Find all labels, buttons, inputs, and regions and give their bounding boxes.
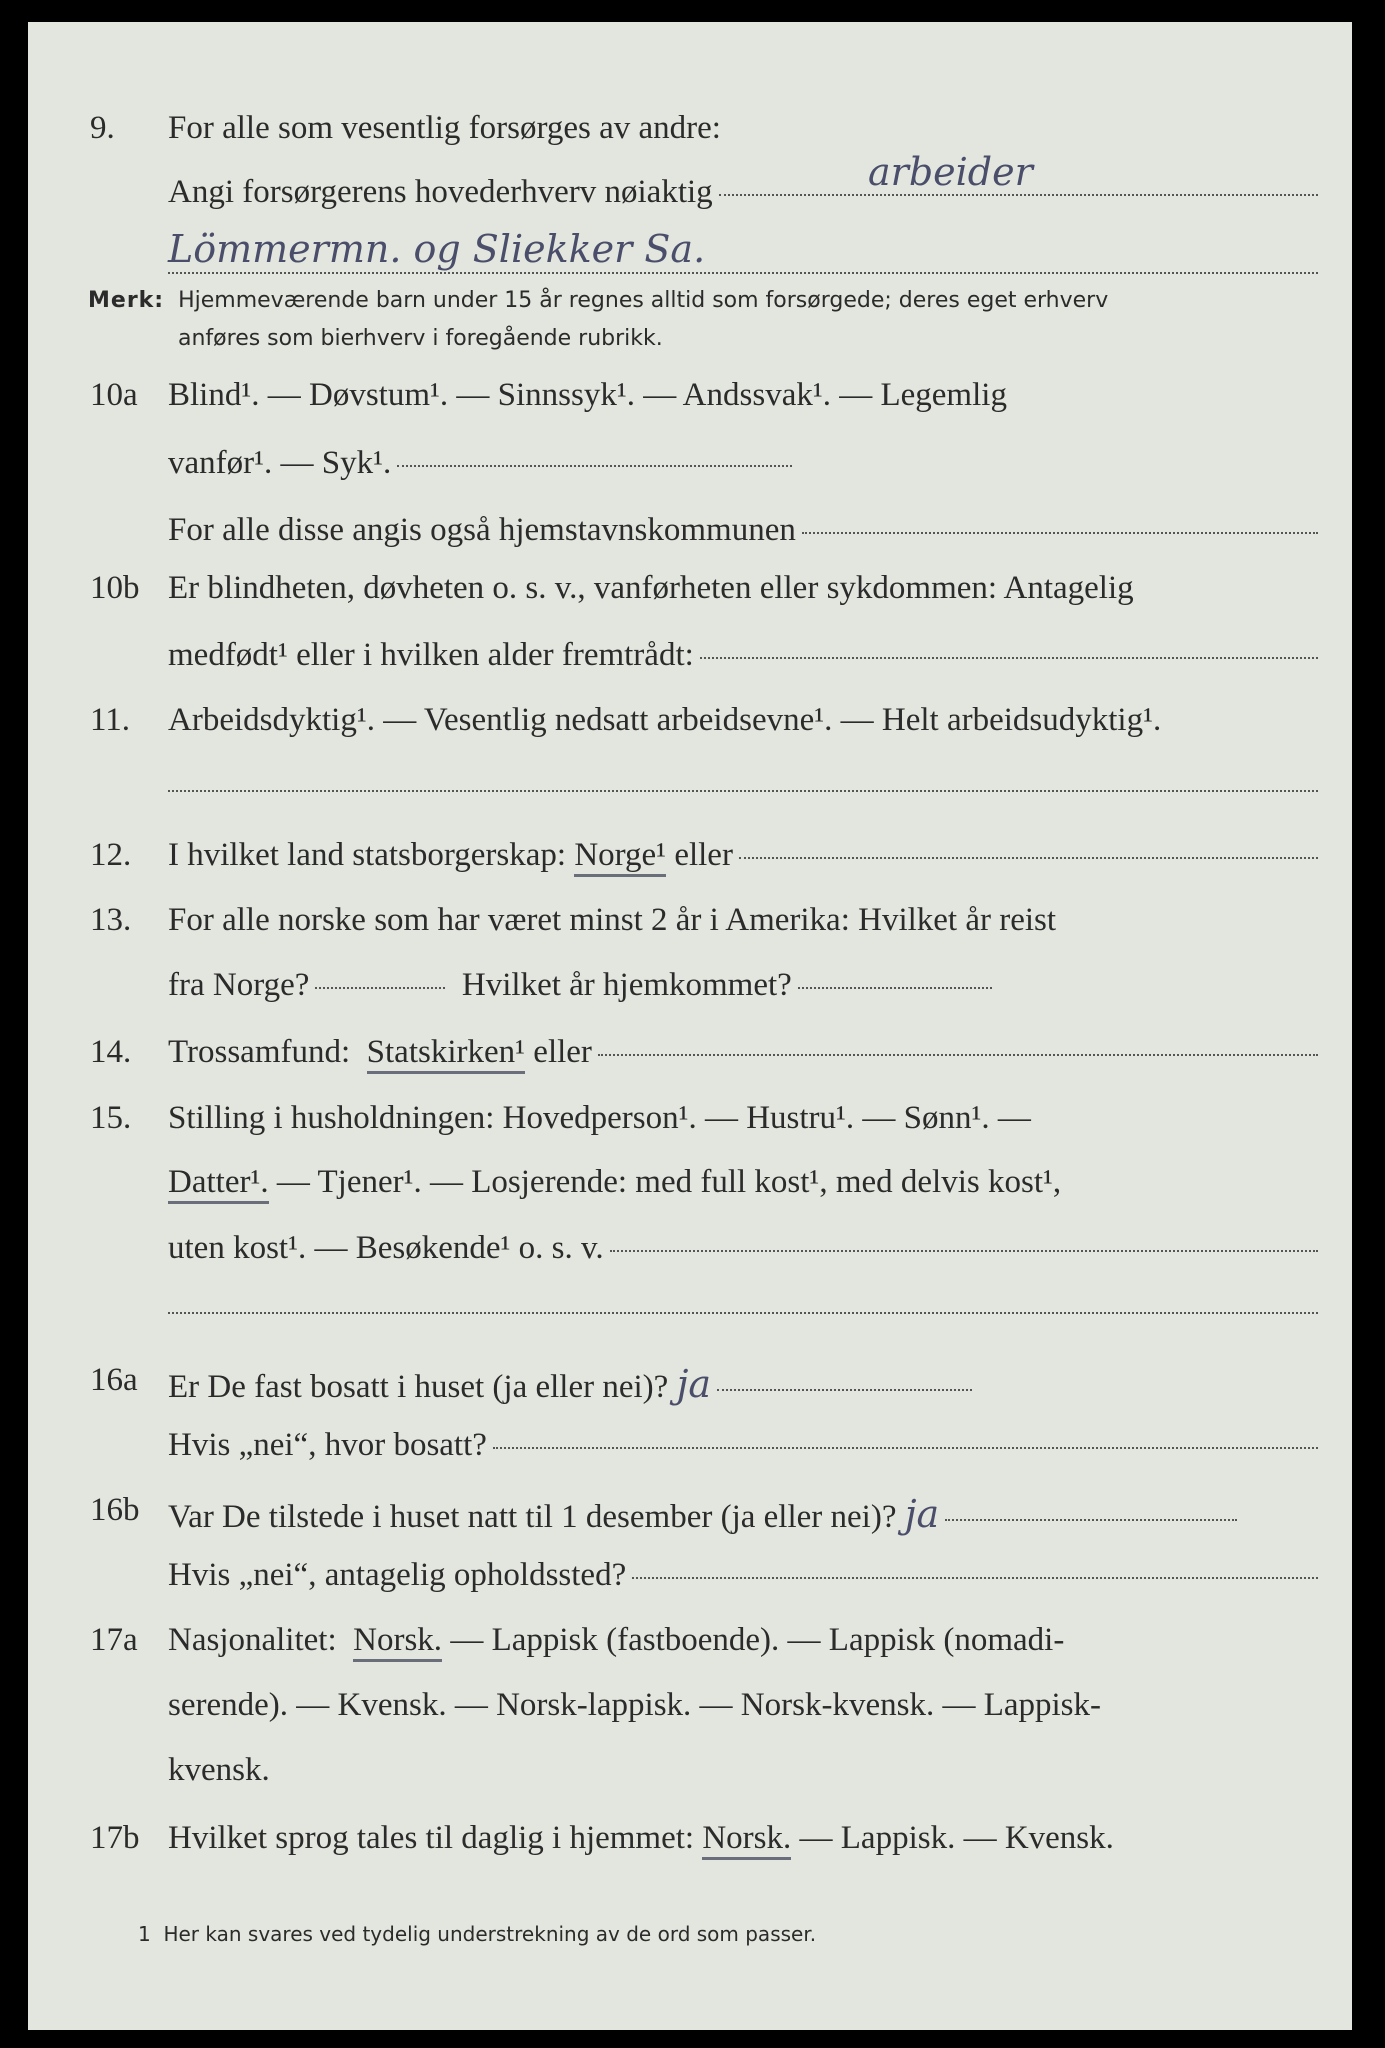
underlined-answer: Statskirken¹ bbox=[367, 1034, 525, 1074]
fill-line bbox=[610, 1250, 1318, 1252]
question-text: Er blindheten, døvheten o. s. v., vanførheten eller sykdommen: Antagelig bbox=[168, 570, 1134, 606]
question-text: Blind¹. — Døvstum¹. — Sinnssyk¹. — Andssvak¹. — Legemlig bbox=[168, 377, 1007, 413]
question-text: Angi forsørgerens hovederhverv nøiaktig bbox=[168, 174, 713, 210]
question-text: For alle disse angis også hjemstavnskommunen bbox=[168, 512, 796, 548]
question-text-line bbox=[168, 1034, 1318, 1074]
question-number: 10b bbox=[90, 570, 140, 606]
question-number: 14. bbox=[90, 1034, 132, 1070]
fill-line bbox=[598, 1054, 1318, 1056]
question-text: eller bbox=[533, 1034, 592, 1070]
fill-line bbox=[397, 465, 792, 467]
underlined-answer: Norge¹ bbox=[574, 837, 666, 877]
question-text: uten kost¹. — Besøkende¹ o. s. v. bbox=[168, 1230, 604, 1266]
question-text: Stilling i husholdningen: Hovedperson¹. — Hustru¹. — Sønn¹. — bbox=[168, 1100, 1031, 1136]
question-text-line bbox=[168, 1427, 1318, 1464]
fill-line bbox=[945, 1519, 1237, 1521]
fill-line bbox=[798, 987, 992, 989]
census-form-page bbox=[28, 22, 1352, 2030]
question-text: vanfør¹. — Syk¹. bbox=[168, 445, 392, 481]
note-label: Merk: bbox=[88, 288, 165, 313]
question-text: For alle norske som har været minst 2 år i Amerika: Hvilket år reist bbox=[168, 902, 1057, 938]
fill-line bbox=[168, 790, 1318, 792]
question-number: 10a bbox=[90, 377, 138, 413]
question-text: Hvilket år hjemkommet? bbox=[461, 967, 792, 1003]
question-number: 16a bbox=[90, 1362, 138, 1398]
question-number: 12. bbox=[90, 837, 132, 873]
question-text-line bbox=[168, 174, 1318, 211]
underlined-answer: Datter¹. bbox=[168, 1164, 269, 1204]
fill-line bbox=[717, 1389, 972, 1391]
handwritten-answer: Lömmermn. og Sliekker Sa. bbox=[168, 227, 706, 271]
question-text: Er De fast bosatt i huset (ja eller nei)? bbox=[168, 1369, 669, 1405]
question-text-line bbox=[168, 512, 1318, 549]
question-text-line bbox=[168, 1362, 972, 1406]
fill-line bbox=[739, 857, 1318, 859]
question-text: Nasjonalitet: bbox=[168, 1622, 337, 1658]
question-text: Hvis „nei“, hvor bosatt? bbox=[168, 1427, 487, 1463]
handwritten-occupation: arbeider bbox=[868, 150, 1033, 194]
fill-line bbox=[632, 1577, 1318, 1579]
question-number: 17a bbox=[90, 1622, 138, 1658]
question-number: 17b bbox=[90, 1820, 140, 1856]
question-number: 15. bbox=[90, 1100, 132, 1136]
footnote-mark: 1 bbox=[138, 1922, 151, 1946]
question-text: — Lappisk (fastboende). — Lappisk (nomadi- bbox=[450, 1622, 1065, 1658]
question-text: eller bbox=[674, 837, 733, 873]
fill-line bbox=[168, 272, 1318, 274]
question-text-line bbox=[168, 1820, 1318, 1860]
fill-line bbox=[700, 657, 1318, 659]
question-text: For alle som vesentlig forsørges av andre: bbox=[168, 110, 721, 146]
question-text: Arbeidsdyktig¹. — Vesentlig nedsatt arbeidsevne¹. — Helt arbeidsudyktig¹. bbox=[168, 702, 1162, 738]
fill-line bbox=[802, 532, 1318, 534]
fill-line bbox=[315, 987, 445, 989]
note-text: Hjemmeværende barn under 15 år regnes alltid som forsørgede; deres eget erhverv bbox=[178, 288, 1109, 313]
question-text: Var De tilstede i huset natt til 1 desember (ja eller nei)? bbox=[168, 1499, 897, 1535]
question-text-line bbox=[168, 967, 992, 1004]
handwritten-answer: ja bbox=[904, 1492, 940, 1536]
note-block bbox=[88, 282, 1318, 358]
question-text-line bbox=[168, 1557, 1318, 1594]
footnote bbox=[138, 1922, 816, 1946]
question-number: 11. bbox=[90, 702, 131, 738]
question-text-line bbox=[168, 1230, 1318, 1267]
fill-line bbox=[493, 1447, 1318, 1449]
question-text-line bbox=[168, 1164, 1318, 1204]
question-text-line bbox=[168, 837, 1318, 877]
question-text: Trossamfund: bbox=[168, 1034, 351, 1070]
question-number: 13. bbox=[90, 902, 132, 938]
question-text-line bbox=[168, 1622, 1318, 1662]
underlined-answer: Norsk. bbox=[702, 1820, 791, 1860]
question-text: fra Norge? bbox=[168, 967, 310, 1003]
question-text: medfødt¹ eller i hvilken alder fremtrådt: bbox=[168, 637, 694, 673]
question-text-line bbox=[168, 445, 792, 482]
question-number: 9. bbox=[90, 110, 115, 146]
question-text: I hvilket land statsborgerskap: bbox=[168, 837, 567, 873]
question-text-line bbox=[168, 1492, 1237, 1536]
question-text: — Tjener¹. — Losjerende: med full kost¹, med delvis kost¹, bbox=[276, 1164, 1062, 1200]
question-text-line bbox=[168, 637, 1318, 674]
question-text: serende). — Kvensk. — Norsk-lappisk. — Norsk-kvensk. — Lappisk- bbox=[168, 1687, 1102, 1723]
note-text: anføres som bierhverv i foregående rubrikk. bbox=[178, 326, 663, 351]
fill-line bbox=[168, 1312, 1318, 1314]
question-text: Hvis „nei“, antagelig opholdssted? bbox=[168, 1557, 627, 1593]
footnote-text: Her kan svares ved tydelig understrekning av de ord som passer. bbox=[163, 1922, 817, 1946]
handwritten-answer: ja bbox=[676, 1362, 711, 1406]
fill-line bbox=[719, 194, 1318, 196]
question-text: Hvilket sprog tales til daglig i hjemmet: bbox=[168, 1820, 695, 1856]
question-text: — Lappisk. — Kvensk. bbox=[799, 1820, 1114, 1856]
question-number: 16b bbox=[90, 1492, 140, 1528]
underlined-answer: Norsk. bbox=[353, 1622, 442, 1662]
question-text: kvensk. bbox=[168, 1752, 270, 1788]
